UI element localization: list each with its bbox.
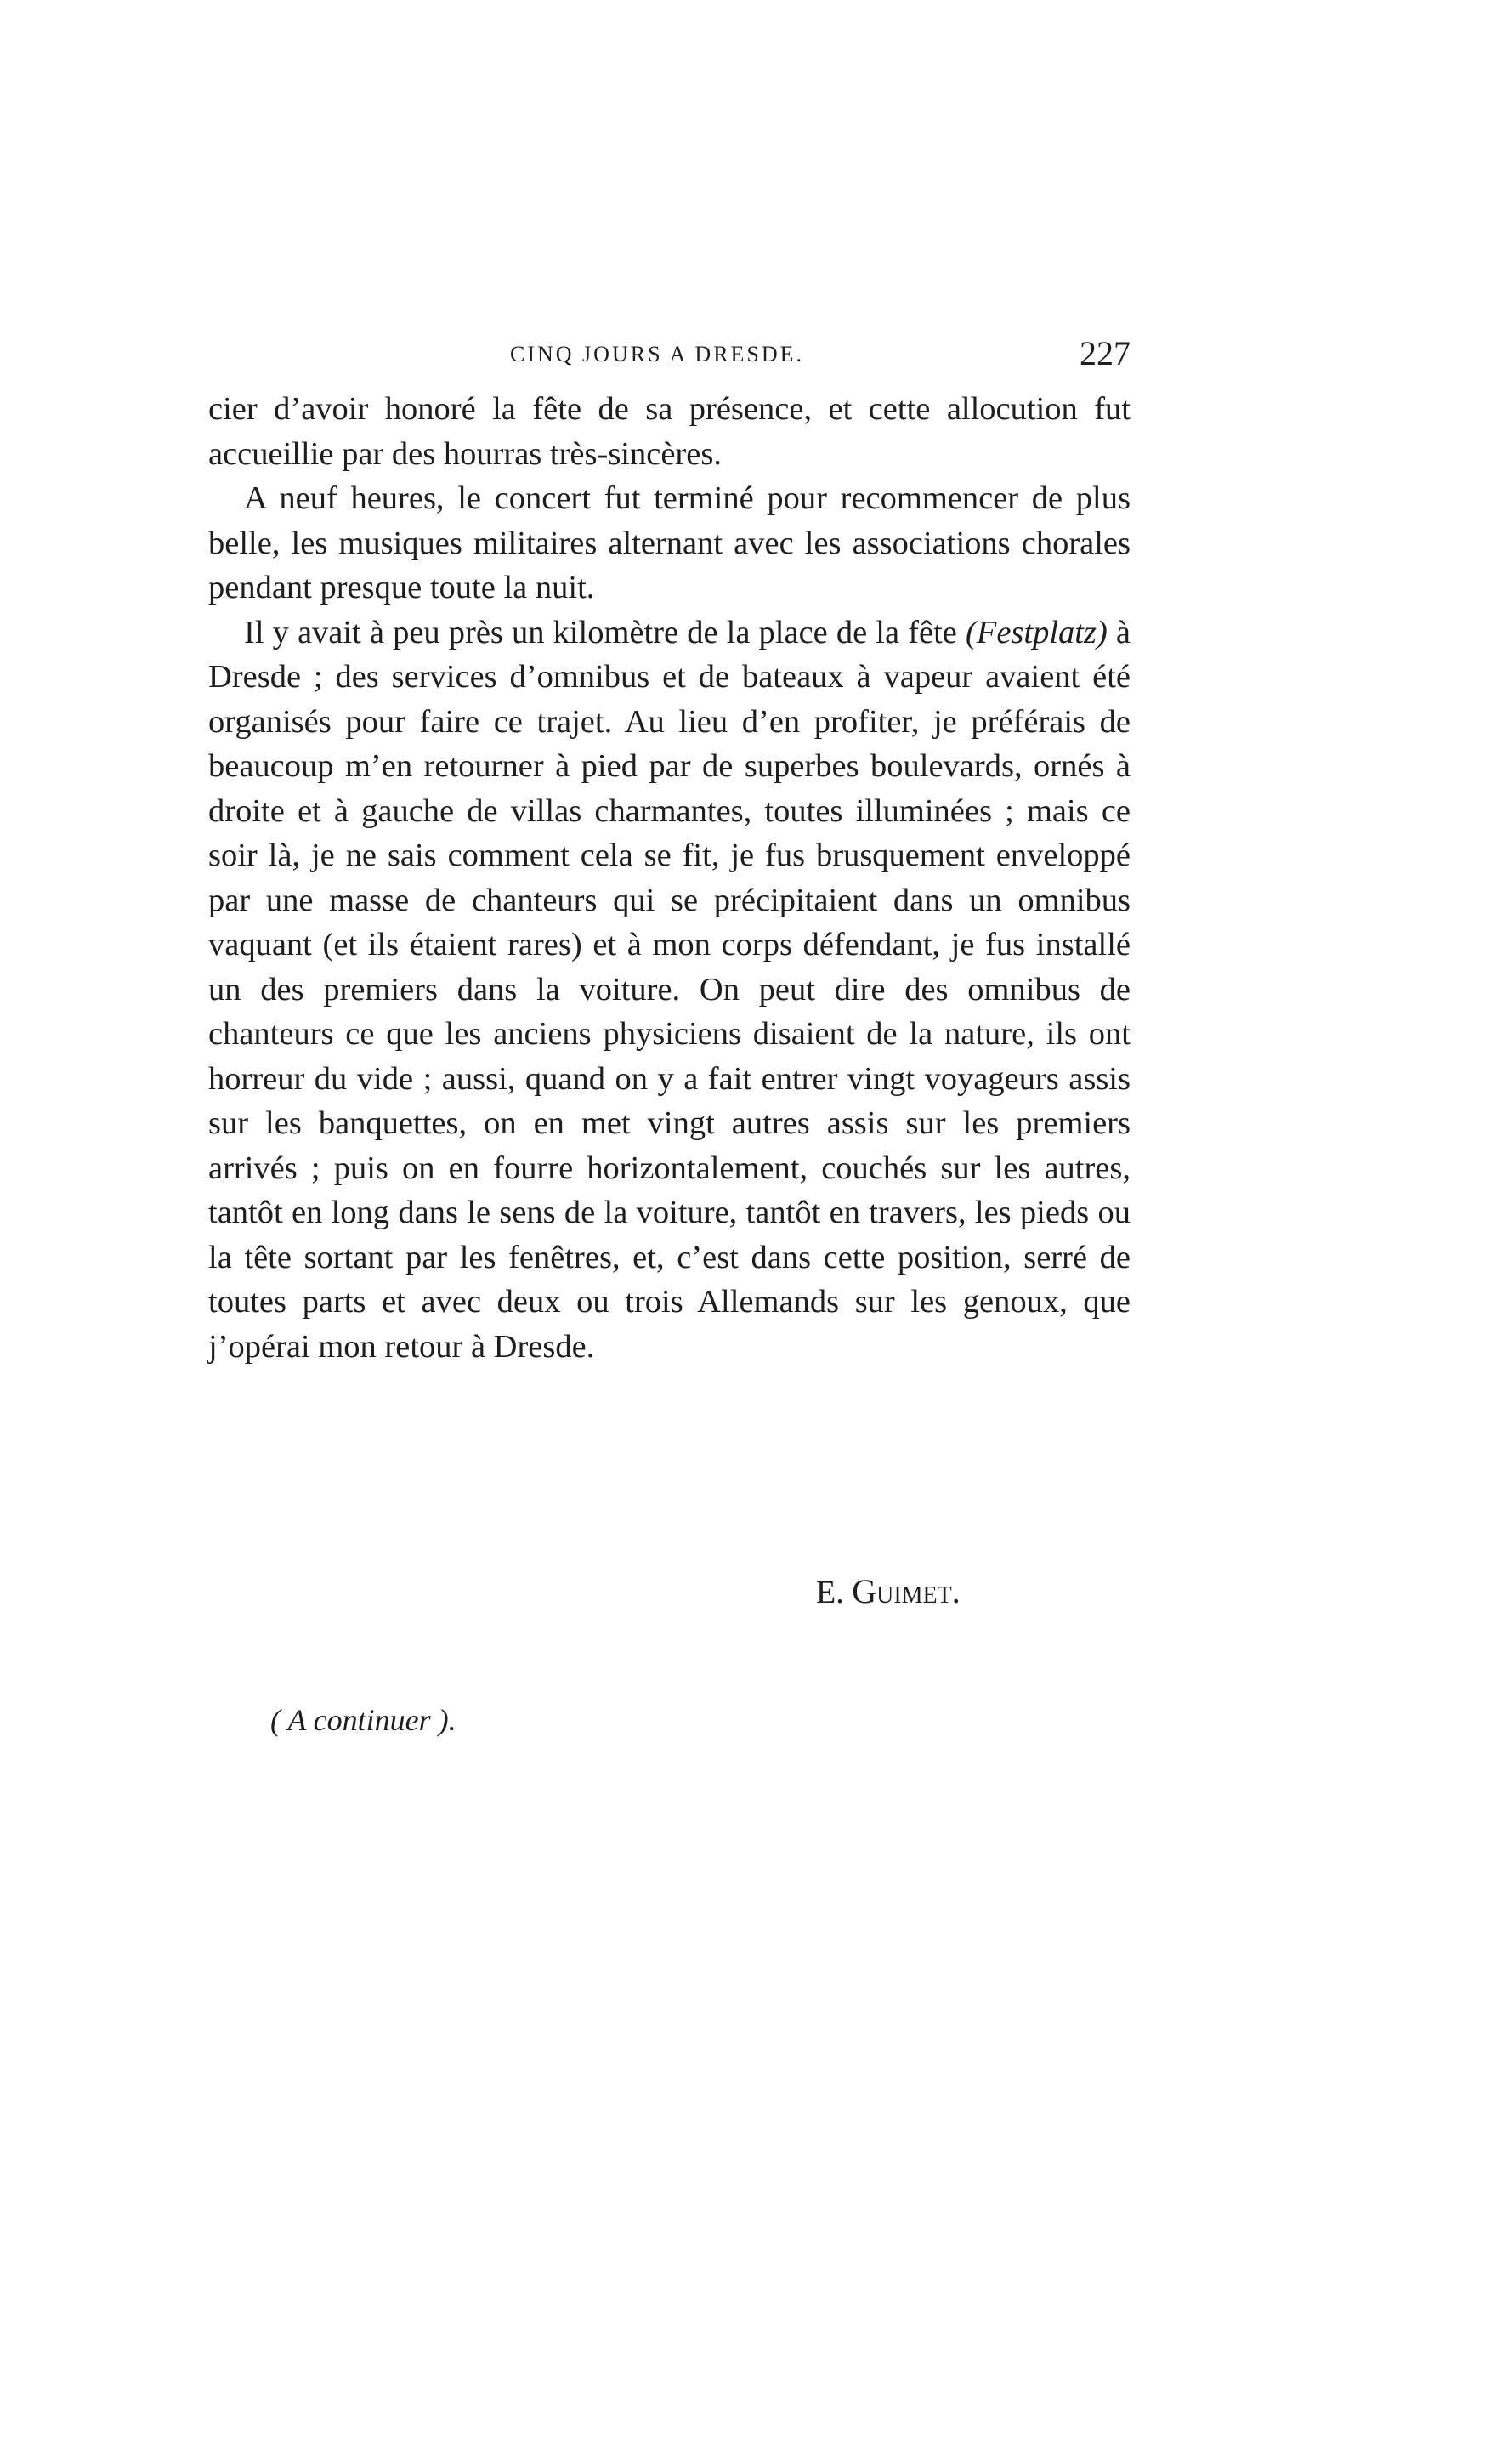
festplatz-term: (Festplatz) xyxy=(966,614,1108,650)
author-surname: Guimet. xyxy=(852,1572,961,1610)
paragraph-3-rest: à Dresde ; des services d’omnibus et de bateaux à vapeur avaient été organisés pour faire ce trajet. Au lieu d’en profiter, je préférais de beaucoup m’en retourner à pied par de superbes boulevards, ornés à droite et à gauche de villas charmantes, toutes illuminées ; mais ce soir là, je ne sais comment cela se fit, je fus brusquement enveloppé par une masse de chanteurs qui se précipitaient dans un omnibus vaquant (et ils étaient rares) et à mon corps défendant, je fus installé un des premiers dans la voiture. On peut dire des omnibus de chanteurs ce que les anciens physiciens disaient de la nature, ils ont horreur du vide ; aussi, quand on y a fait entrer vingt voyageurs assis sur les banquettes, on en met vingt autres assis sur les premiers arrivés ; puis on en fourre horizontalement, couchés sur les autres, tantôt en long dans le sens de la voiture, tantôt en travers, les pieds ou la tête sortant par les fenêtres, et, c’est dans cette position, serré de toutes parts et avec deux ou trois Allemands sur les genoux, que j’opérai mon retour à Dresde. xyxy=(208,614,1131,1365)
running-title: CINQ JOURS A DRESDE. xyxy=(510,342,805,366)
paragraph-1: cier d’avoir honoré la fête de sa présence, et cette allocution fut accueillie par des hourras très-sincères. xyxy=(208,391,1131,472)
running-head xyxy=(208,333,1131,384)
page-number: 227 xyxy=(1080,334,1131,372)
author-signature xyxy=(816,1571,961,1611)
continuation-note: ( A continuer ). xyxy=(270,1703,456,1737)
paragraph-2: A neuf heures, le concert fut terminé pour recommencer de plus belle, les musiques militaires alternant avec les associations chorales pendant presque toute la nuit. xyxy=(208,480,1131,605)
author-initial: E. xyxy=(816,1575,853,1610)
paragraph-3 xyxy=(208,610,1131,1370)
body-text xyxy=(208,387,1131,1369)
paragraph-3-start: Il y avait à peu près un kilomètre de la place de la fête xyxy=(244,614,966,650)
